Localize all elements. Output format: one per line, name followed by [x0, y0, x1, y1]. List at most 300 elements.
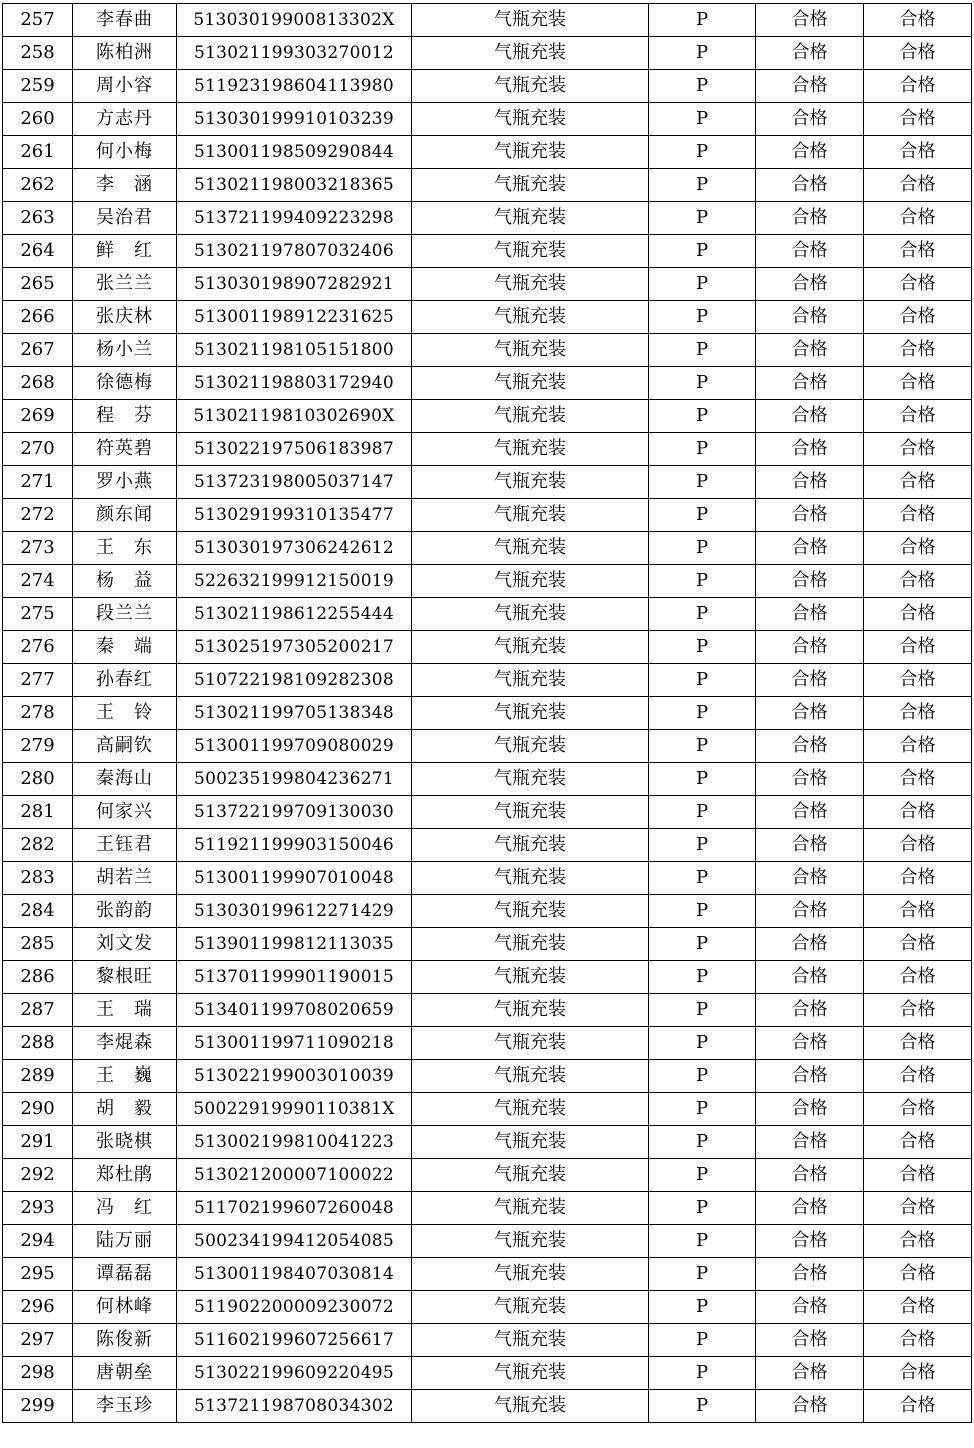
- cell-grade: P: [649, 1192, 756, 1225]
- cell-exam-item: 气瓶充装: [412, 1258, 649, 1291]
- cell-theory-result: 合格: [756, 796, 864, 829]
- cell-practical-result: 合格: [864, 466, 972, 499]
- table-row: [3, 103, 972, 136]
- table-row: [3, 1225, 972, 1258]
- cell-exam-item: 气瓶充装: [412, 928, 649, 961]
- cell-practical-result: 合格: [864, 400, 972, 433]
- cell-name: 何林峰: [73, 1291, 177, 1324]
- cell-grade: P: [649, 367, 756, 400]
- cell-theory-result: 合格: [756, 1027, 864, 1060]
- cell-name: 张兰兰: [73, 268, 177, 301]
- cell-number: 277: [3, 664, 73, 697]
- cell-id-number: 513001198912231625: [177, 301, 412, 334]
- cell-exam-item: 气瓶充装: [412, 1126, 649, 1159]
- cell-practical-result: 合格: [864, 1258, 972, 1291]
- cell-name: 谭磊磊: [73, 1258, 177, 1291]
- cell-practical-result: 合格: [864, 1126, 972, 1159]
- cell-id-number: 513030198907282921: [177, 268, 412, 301]
- cell-grade: P: [649, 994, 756, 1027]
- table-row: [3, 301, 972, 334]
- cell-name: 杨小兰: [73, 334, 177, 367]
- cell-exam-item: 气瓶充装: [412, 1390, 649, 1423]
- cell-grade: P: [649, 1159, 756, 1192]
- table-row: [3, 1192, 972, 1225]
- table-row: [3, 334, 972, 367]
- cell-exam-item: 气瓶充装: [412, 730, 649, 763]
- cell-id-number: 522632199912150019: [177, 565, 412, 598]
- table-row: [3, 994, 972, 1027]
- cell-theory-result: 合格: [756, 829, 864, 862]
- table-row: [3, 631, 972, 664]
- cell-number: 272: [3, 499, 73, 532]
- cell-name: 程 芬: [73, 400, 177, 433]
- cell-practical-result: 合格: [864, 994, 972, 1027]
- cell-grade: P: [649, 4, 756, 37]
- cell-theory-result: 合格: [756, 961, 864, 994]
- cell-name: 符英碧: [73, 433, 177, 466]
- cell-theory-result: 合格: [756, 4, 864, 37]
- cell-theory-result: 合格: [756, 136, 864, 169]
- cell-exam-item: 气瓶充装: [412, 1357, 649, 1390]
- cell-exam-item: 气瓶充装: [412, 202, 649, 235]
- cell-theory-result: 合格: [756, 235, 864, 268]
- cell-number: 298: [3, 1357, 73, 1390]
- cell-grade: P: [649, 1060, 756, 1093]
- cell-number: 283: [3, 862, 73, 895]
- table-row: [3, 763, 972, 796]
- cell-practical-result: 合格: [864, 136, 972, 169]
- cell-id-number: 511602199607256617: [177, 1324, 412, 1357]
- table-row: [3, 70, 972, 103]
- cell-exam-item: 气瓶充装: [412, 1291, 649, 1324]
- cell-name: 张晓棋: [73, 1126, 177, 1159]
- cell-name: 颜东闻: [73, 499, 177, 532]
- table-row: [3, 1258, 972, 1291]
- cell-number: 264: [3, 235, 73, 268]
- table-row: [3, 37, 972, 70]
- cell-name: 张庆林: [73, 301, 177, 334]
- table-row: [3, 532, 972, 565]
- cell-grade: P: [649, 499, 756, 532]
- cell-id-number: 513001199711090218: [177, 1027, 412, 1060]
- cell-name: 徐德梅: [73, 367, 177, 400]
- cell-number: 287: [3, 994, 73, 1027]
- cell-id-number: 513401199708020659: [177, 994, 412, 1027]
- cell-id-number: 513021198003218365: [177, 169, 412, 202]
- table-row: [3, 862, 972, 895]
- table-row: [3, 400, 972, 433]
- cell-id-number: 513901199812113035: [177, 928, 412, 961]
- cell-practical-result: 合格: [864, 37, 972, 70]
- cell-id-number: 513021198803172940: [177, 367, 412, 400]
- cell-exam-item: 气瓶充装: [412, 994, 649, 1027]
- cell-theory-result: 合格: [756, 202, 864, 235]
- cell-id-number: 513721199409223298: [177, 202, 412, 235]
- cell-name: 秦海山: [73, 763, 177, 796]
- cell-name: 李 涵: [73, 169, 177, 202]
- cell-number: 295: [3, 1258, 73, 1291]
- cell-id-number: 51303019900813302X: [177, 4, 412, 37]
- cell-practical-result: 合格: [864, 433, 972, 466]
- cell-grade: P: [649, 1390, 756, 1423]
- cell-theory-result: 合格: [756, 433, 864, 466]
- cell-exam-item: 气瓶充装: [412, 895, 649, 928]
- cell-practical-result: 合格: [864, 565, 972, 598]
- cell-id-number: 511702199607260048: [177, 1192, 412, 1225]
- cell-theory-result: 合格: [756, 730, 864, 763]
- cell-practical-result: 合格: [864, 334, 972, 367]
- cell-name: 王 东: [73, 532, 177, 565]
- cell-practical-result: 合格: [864, 1093, 972, 1126]
- cell-theory-result: 合格: [756, 334, 864, 367]
- cell-grade: P: [649, 928, 756, 961]
- cell-grade: P: [649, 862, 756, 895]
- cell-practical-result: 合格: [864, 730, 972, 763]
- cell-number: 262: [3, 169, 73, 202]
- cell-practical-result: 合格: [864, 1225, 972, 1258]
- cell-number: 296: [3, 1291, 73, 1324]
- cell-exam-item: 气瓶充装: [412, 301, 649, 334]
- table-row: [3, 961, 972, 994]
- cell-exam-item: 气瓶充装: [412, 697, 649, 730]
- cell-name: 陈柏洲: [73, 37, 177, 70]
- cell-grade: P: [649, 235, 756, 268]
- cell-practical-result: 合格: [864, 1357, 972, 1390]
- cell-id-number: 513701199901190015: [177, 961, 412, 994]
- cell-theory-result: 合格: [756, 1258, 864, 1291]
- cell-theory-result: 合格: [756, 565, 864, 598]
- cell-id-number: 513002199810041223: [177, 1126, 412, 1159]
- table-row: [3, 268, 972, 301]
- cell-name: 杨 益: [73, 565, 177, 598]
- cell-grade: P: [649, 1258, 756, 1291]
- cell-theory-result: 合格: [756, 1126, 864, 1159]
- cell-id-number: 513001199709080029: [177, 730, 412, 763]
- cell-practical-result: 合格: [864, 202, 972, 235]
- cell-name: 秦 端: [73, 631, 177, 664]
- cell-theory-result: 合格: [756, 1192, 864, 1225]
- cell-number: 276: [3, 631, 73, 664]
- cell-grade: P: [649, 796, 756, 829]
- cell-exam-item: 气瓶充装: [412, 499, 649, 532]
- cell-id-number: 513021200007100022: [177, 1159, 412, 1192]
- cell-practical-result: 合格: [864, 235, 972, 268]
- cell-theory-result: 合格: [756, 598, 864, 631]
- cell-name: 胡若兰: [73, 862, 177, 895]
- cell-id-number: 513025197305200217: [177, 631, 412, 664]
- cell-number: 267: [3, 334, 73, 367]
- cell-exam-item: 气瓶充装: [412, 532, 649, 565]
- table-row: [3, 1357, 972, 1390]
- table-row: [3, 1390, 972, 1423]
- cell-exam-item: 气瓶充装: [412, 433, 649, 466]
- cell-id-number: 511921199903150046: [177, 829, 412, 862]
- cell-number: 270: [3, 433, 73, 466]
- cell-id-number: 513030197306242612: [177, 532, 412, 565]
- cell-number: 286: [3, 961, 73, 994]
- cell-exam-item: 气瓶充装: [412, 763, 649, 796]
- cell-practical-result: 合格: [864, 301, 972, 334]
- cell-exam-item: 气瓶充装: [412, 1093, 649, 1126]
- cell-exam-item: 气瓶充装: [412, 1192, 649, 1225]
- cell-practical-result: 合格: [864, 1027, 972, 1060]
- cell-exam-item: 气瓶充装: [412, 829, 649, 862]
- cell-theory-result: 合格: [756, 763, 864, 796]
- cell-grade: P: [649, 532, 756, 565]
- cell-id-number: 511923198604113980: [177, 70, 412, 103]
- cell-exam-item: 气瓶充装: [412, 664, 649, 697]
- cell-exam-item: 气瓶充装: [412, 1060, 649, 1093]
- cell-number: 279: [3, 730, 73, 763]
- cell-practical-result: 合格: [864, 1192, 972, 1225]
- cell-number: 265: [3, 268, 73, 301]
- cell-theory-result: 合格: [756, 169, 864, 202]
- cell-practical-result: 合格: [864, 829, 972, 862]
- cell-name: 何小梅: [73, 136, 177, 169]
- cell-id-number: 513021199705138348: [177, 697, 412, 730]
- cell-exam-item: 气瓶充装: [412, 235, 649, 268]
- cell-grade: P: [649, 565, 756, 598]
- table-row: [3, 1126, 972, 1159]
- cell-name: 陆万丽: [73, 1225, 177, 1258]
- cell-id-number: 513722199709130030: [177, 796, 412, 829]
- cell-practical-result: 合格: [864, 1159, 972, 1192]
- cell-theory-result: 合格: [756, 862, 864, 895]
- cell-id-number: 513001198407030814: [177, 1258, 412, 1291]
- cell-theory-result: 合格: [756, 994, 864, 1027]
- cell-name: 鲜 红: [73, 235, 177, 268]
- table-row: [3, 499, 972, 532]
- cell-number: 292: [3, 1159, 73, 1192]
- cell-practical-result: 合格: [864, 664, 972, 697]
- cell-grade: P: [649, 301, 756, 334]
- table-row: [3, 895, 972, 928]
- cell-name: 刘文发: [73, 928, 177, 961]
- cell-id-number: 513029199310135477: [177, 499, 412, 532]
- cell-name: 郑杜鹃: [73, 1159, 177, 1192]
- cell-name: 周小容: [73, 70, 177, 103]
- cell-grade: P: [649, 1126, 756, 1159]
- cell-theory-result: 合格: [756, 928, 864, 961]
- table-row: [3, 202, 972, 235]
- cell-practical-result: 合格: [864, 268, 972, 301]
- table-row: [3, 169, 972, 202]
- table-row: [3, 1291, 972, 1324]
- cell-exam-item: 气瓶充装: [412, 4, 649, 37]
- cell-grade: P: [649, 1324, 756, 1357]
- cell-grade: P: [649, 829, 756, 862]
- cell-number: 288: [3, 1027, 73, 1060]
- cell-grade: P: [649, 268, 756, 301]
- cell-number: 282: [3, 829, 73, 862]
- cell-name: 高嗣钦: [73, 730, 177, 763]
- cell-grade: P: [649, 730, 756, 763]
- table-row: [3, 433, 972, 466]
- cell-id-number: 50022919990110381X: [177, 1093, 412, 1126]
- cell-id-number: 513030199910103239: [177, 103, 412, 136]
- cell-theory-result: 合格: [756, 301, 864, 334]
- cell-exam-item: 气瓶充装: [412, 169, 649, 202]
- cell-exam-item: 气瓶充装: [412, 565, 649, 598]
- cell-number: 275: [3, 598, 73, 631]
- cell-name: 罗小燕: [73, 466, 177, 499]
- cell-name: 王 瑞: [73, 994, 177, 1027]
- cell-name: 黎根旺: [73, 961, 177, 994]
- cell-grade: P: [649, 961, 756, 994]
- cell-number: 293: [3, 1192, 73, 1225]
- cell-grade: P: [649, 169, 756, 202]
- cell-exam-item: 气瓶充装: [412, 796, 649, 829]
- cell-practical-result: 合格: [864, 4, 972, 37]
- cell-number: 289: [3, 1060, 73, 1093]
- cell-number: 280: [3, 763, 73, 796]
- table-row: [3, 598, 972, 631]
- cell-name: 王 铃: [73, 697, 177, 730]
- cell-practical-result: 合格: [864, 103, 972, 136]
- cell-id-number: 513001198509290844: [177, 136, 412, 169]
- cell-practical-result: 合格: [864, 1390, 972, 1423]
- cell-id-number: 513021197807032406: [177, 235, 412, 268]
- cell-name: 吴治君: [73, 202, 177, 235]
- table-row: [3, 4, 972, 37]
- cell-number: 259: [3, 70, 73, 103]
- cell-number: 299: [3, 1390, 73, 1423]
- cell-exam-item: 气瓶充装: [412, 334, 649, 367]
- cell-number: 291: [3, 1126, 73, 1159]
- roster-body: [3, 4, 972, 1423]
- cell-id-number: 513030199612271429: [177, 895, 412, 928]
- cell-exam-item: 气瓶充装: [412, 1324, 649, 1357]
- cell-practical-result: 合格: [864, 961, 972, 994]
- cell-name: 王钰君: [73, 829, 177, 862]
- cell-number: 269: [3, 400, 73, 433]
- cell-theory-result: 合格: [756, 1324, 864, 1357]
- table-row: [3, 565, 972, 598]
- cell-practical-result: 合格: [864, 763, 972, 796]
- cell-exam-item: 气瓶充装: [412, 268, 649, 301]
- cell-practical-result: 合格: [864, 697, 972, 730]
- cell-grade: P: [649, 334, 756, 367]
- cell-grade: P: [649, 1225, 756, 1258]
- cell-id-number: 513723198005037147: [177, 466, 412, 499]
- cell-number: 297: [3, 1324, 73, 1357]
- cell-id-number: 513021199303270012: [177, 37, 412, 70]
- cell-grade: P: [649, 136, 756, 169]
- cell-name: 冯 红: [73, 1192, 177, 1225]
- cell-practical-result: 合格: [864, 532, 972, 565]
- cell-exam-item: 气瓶充装: [412, 400, 649, 433]
- cell-exam-item: 气瓶充装: [412, 961, 649, 994]
- cell-id-number: 513001199907010048: [177, 862, 412, 895]
- cell-name: 唐朝垒: [73, 1357, 177, 1390]
- cell-practical-result: 合格: [864, 796, 972, 829]
- cell-id-number: 500234199412054085: [177, 1225, 412, 1258]
- cell-name: 张韵韵: [73, 895, 177, 928]
- cell-id-number: 511902200009230072: [177, 1291, 412, 1324]
- cell-name: 李春曲: [73, 4, 177, 37]
- table-row: [3, 1324, 972, 1357]
- cell-exam-item: 气瓶充装: [412, 136, 649, 169]
- cell-practical-result: 合格: [864, 1060, 972, 1093]
- cell-theory-result: 合格: [756, 1060, 864, 1093]
- table-row: [3, 367, 972, 400]
- table-row: [3, 466, 972, 499]
- cell-name: 孙春红: [73, 664, 177, 697]
- cell-name: 胡 毅: [73, 1093, 177, 1126]
- cell-number: 268: [3, 367, 73, 400]
- cell-grade: P: [649, 37, 756, 70]
- cell-grade: P: [649, 631, 756, 664]
- cell-theory-result: 合格: [756, 70, 864, 103]
- table-row: [3, 730, 972, 763]
- cell-grade: P: [649, 763, 756, 796]
- cell-theory-result: 合格: [756, 1093, 864, 1126]
- cell-number: 258: [3, 37, 73, 70]
- cell-exam-item: 气瓶充装: [412, 862, 649, 895]
- cell-id-number: 513022197506183987: [177, 433, 412, 466]
- cell-id-number: 510722198109282308: [177, 664, 412, 697]
- cell-theory-result: 合格: [756, 400, 864, 433]
- cell-exam-item: 气瓶充装: [412, 70, 649, 103]
- table-row: [3, 1060, 972, 1093]
- cell-theory-result: 合格: [756, 1291, 864, 1324]
- cell-grade: P: [649, 895, 756, 928]
- cell-theory-result: 合格: [756, 532, 864, 565]
- cell-number: 278: [3, 697, 73, 730]
- cell-name: 陈俊新: [73, 1324, 177, 1357]
- cell-number: 260: [3, 103, 73, 136]
- cell-number: 261: [3, 136, 73, 169]
- cell-theory-result: 合格: [756, 499, 864, 532]
- table-row: [3, 829, 972, 862]
- cell-id-number: 513021198105151800: [177, 334, 412, 367]
- cell-practical-result: 合格: [864, 169, 972, 202]
- table-row: [3, 1093, 972, 1126]
- cell-grade: P: [649, 103, 756, 136]
- cell-theory-result: 合格: [756, 1225, 864, 1258]
- cell-exam-item: 气瓶充装: [412, 631, 649, 664]
- cell-practical-result: 合格: [864, 499, 972, 532]
- cell-theory-result: 合格: [756, 1357, 864, 1390]
- cell-id-number: 513022199003010039: [177, 1060, 412, 1093]
- cell-theory-result: 合格: [756, 895, 864, 928]
- cell-grade: P: [649, 202, 756, 235]
- table-row: [3, 697, 972, 730]
- cell-theory-result: 合格: [756, 664, 864, 697]
- cell-grade: P: [649, 433, 756, 466]
- cell-exam-item: 气瓶充装: [412, 1027, 649, 1060]
- cell-name: 李焜森: [73, 1027, 177, 1060]
- cell-number: 281: [3, 796, 73, 829]
- cell-id-number: 500235199804236271: [177, 763, 412, 796]
- cell-practical-result: 合格: [864, 598, 972, 631]
- cell-theory-result: 合格: [756, 631, 864, 664]
- cell-number: 274: [3, 565, 73, 598]
- cell-theory-result: 合格: [756, 697, 864, 730]
- cell-theory-result: 合格: [756, 367, 864, 400]
- cell-name: 何家兴: [73, 796, 177, 829]
- cell-grade: P: [649, 1291, 756, 1324]
- cell-exam-item: 气瓶充装: [412, 466, 649, 499]
- cell-id-number: 51302119810302690X: [177, 400, 412, 433]
- table-row: [3, 136, 972, 169]
- cell-name: 王 巍: [73, 1060, 177, 1093]
- cell-grade: P: [649, 466, 756, 499]
- cell-practical-result: 合格: [864, 928, 972, 961]
- cell-number: 273: [3, 532, 73, 565]
- cell-theory-result: 合格: [756, 466, 864, 499]
- cell-grade: P: [649, 1357, 756, 1390]
